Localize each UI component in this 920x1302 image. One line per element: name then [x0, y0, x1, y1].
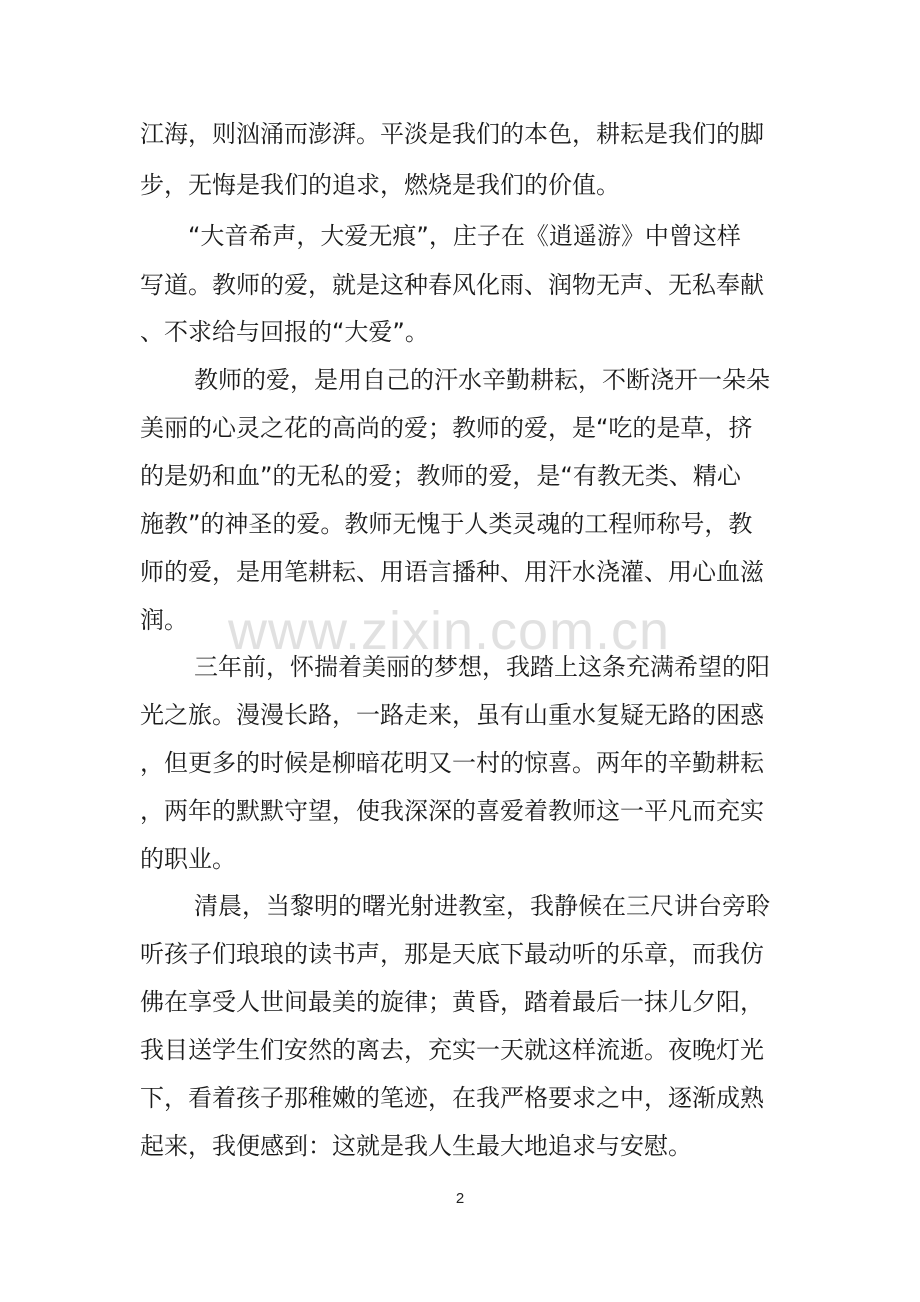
text-line: 江海，则汹涌而澎湃。平淡是我们的本色，耕耘是我们的脚: [140, 120, 764, 148]
text-line: “大音希声，大爱无痕”，庄子在《逍遥游》中曾这样: [188, 222, 741, 250]
text-line: 起来，我便感到：这就是我人生最大地追求与安慰。: [140, 1132, 692, 1160]
text-line: 我目送学生们安然的离去，充实一天就这样流逝。夜晚灯光: [140, 1036, 764, 1064]
text-line: 佛在享受人世间最美的旋律；黄昏，踏着最后一抹儿夕阳，: [140, 988, 764, 1016]
text-line: 清晨，当黎明的曙光射进教室，我静候在三尺讲台旁聆: [194, 892, 770, 920]
watermark: www.zixin.com.cn: [228, 601, 671, 661]
text-line: 的职业。: [140, 845, 236, 873]
text-line: 施教”的神圣的爱。教师无愧于人类灵魂的工程师称号，教: [140, 510, 753, 538]
text-line: ，但更多的时候是柳暗花明又一村的惊喜。两年的辛勤耕耘: [140, 749, 764, 777]
text-line: 师的爱，是用笔耕耘、用语言播种、用汗水浇灌、用心血滋: [140, 558, 764, 586]
text-line: 三年前，怀揣着美丽的梦想，我踏上这条充满希望的阳: [194, 653, 770, 681]
text-line: 听孩子们琅琅的读书声，那是天底下最动听的乐章，而我仿: [140, 940, 764, 968]
text-line: 润。: [140, 606, 188, 634]
text-line: 美丽的心灵之花的高尚的爱；教师的爱，是“吃的是草，挤: [140, 414, 753, 442]
text-line: 教师的爱，是用自己的汗水辛勤耕耘，不断浇开一朵朵: [194, 366, 770, 394]
text-line: 的是奶和血”的无私的爱；教师的爱，是“有教无类、精心: [140, 462, 741, 490]
text-line: 下，看着孩子那稚嫩的笔迹，在我严格要求之中，逐渐成熟: [140, 1084, 764, 1112]
text-line: 、不求给与回报的“大爱”。: [140, 318, 429, 346]
text-line: ，两年的默默守望，使我深深的喜爱着教师这一平凡而充实: [140, 797, 764, 825]
text-line: 写道。教师的爱，就是这种春风化雨、润物无声、无私奉献: [140, 271, 764, 299]
text-line: 步，无悔是我们的追求，燃烧是我们的价值。: [140, 171, 620, 199]
page-number: 2: [455, 1190, 465, 1207]
text-line: 光之旅。漫漫长路，一路走来，虽有山重水复疑无路的困惑: [140, 701, 764, 729]
